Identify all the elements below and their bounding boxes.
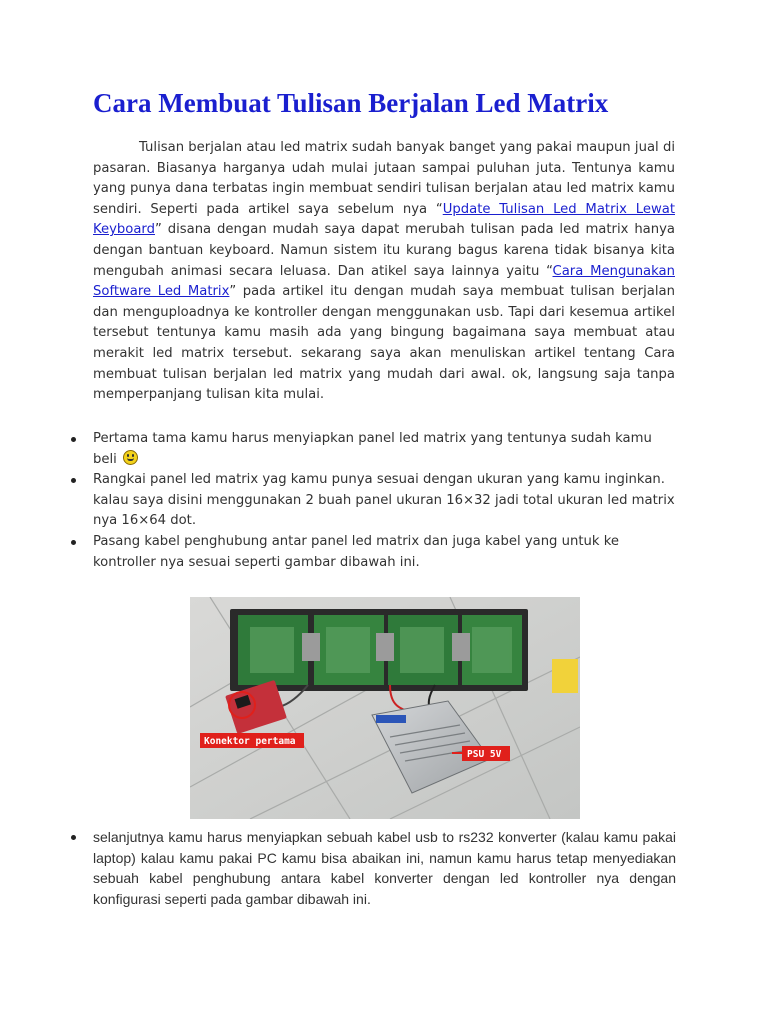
psu-label: PSU 5V [467,749,502,760]
list-item [70,532,676,573]
steps-list-continued [70,827,676,909]
list-item-text: Rangkai panel led matrix yag kamu punya sesuai dengan ukuran yang kamu inginkan. kalau saya disini menggunakan 2 buah panel ukuran 16×32 jadi total ukuran led matrix nya 16×64 dot. [93,472,675,529]
list-item-text: Pertama tama kamu harus menyiapkan panel led matrix yang tentunya sudah kamu beli [93,431,652,467]
article-title: Cara Membuat Tulisan Berjalan Led Matrix [93,88,609,118]
list-item [70,470,676,532]
intro-text-1: Tulisan berjalan atau led matrix sudah banyak banget yang pakai maupun jual di pasaran. Biasanya harganya udah mulai jutaan sampai puluhan juta. Tentunya kamu yang punya dana terbatas ingin membuat sendiri tulisan berjalan atau led matrix kamu sendiri. Seperti pada artikel saya sebelum nya “ [93,140,675,217]
list-item-text: selanjutnya kamu harus menyiapkan sebuah kabel usb to rs232 konverter (kalau kamu pakai laptop) kalau kamu pakai PC kamu bisa abaikan ini, namun kamu harus tetap menyediakan sebuah kabel penghubung antara kabel konverter dengan led kontroller nya dengan konfigurasi seperti pada gambar dibawah ini. [93,829,676,907]
smiley-emoticon-icon [123,450,138,465]
intro-text-3: ” pada artikel itu dengan mudah saya membuat tulisan berjalan dan menguploadnya ke kontroller dengan menggunakan usb. Tapi dari kesemua artikel tersebut tentunya kamu masih ada yang bingung bagaimana saya membuat atau merakit led matrix tersebut. sekarang saya akan menuliskan artikel tentang Cara membuat tulisan berjalan led matrix yang mudah dari awal. ok, langsung saja tanpa memperpanjang tulisan kita mulai. [93,284,675,403]
link-cara-mengunakan-software[interactable]: Cara Mengunakan Software Led Matrix [93,263,675,300]
intro-paragraph [93,138,675,406]
led-matrix-photo-drawing [190,597,580,819]
led-matrix-photo [190,597,580,819]
intro-text-2: ” disana dengan mudah saya dapat merubah tulisan pada led matrix hanya dengan bantuan keyboard. Namun sistem itu kurang bagus karena tidak bisanya kita mengubah animasi secara leluasa. Dan atikel saya lainnya yaitu “ [93,222,675,279]
link-update-tulisan-led-matrix[interactable]: Update Tulisan Led Matrix Lewat Keyboard [93,201,675,238]
list-item [70,429,676,470]
steps-list [70,429,676,573]
connector-label: Konektor pertama [204,736,296,747]
list-item [70,827,676,909]
list-item-text: Pasang kabel penghubung antar panel led matrix dan juga kabel yang untuk ke kontroller nya sesuai seperti gambar dibawah ini. [93,533,619,570]
